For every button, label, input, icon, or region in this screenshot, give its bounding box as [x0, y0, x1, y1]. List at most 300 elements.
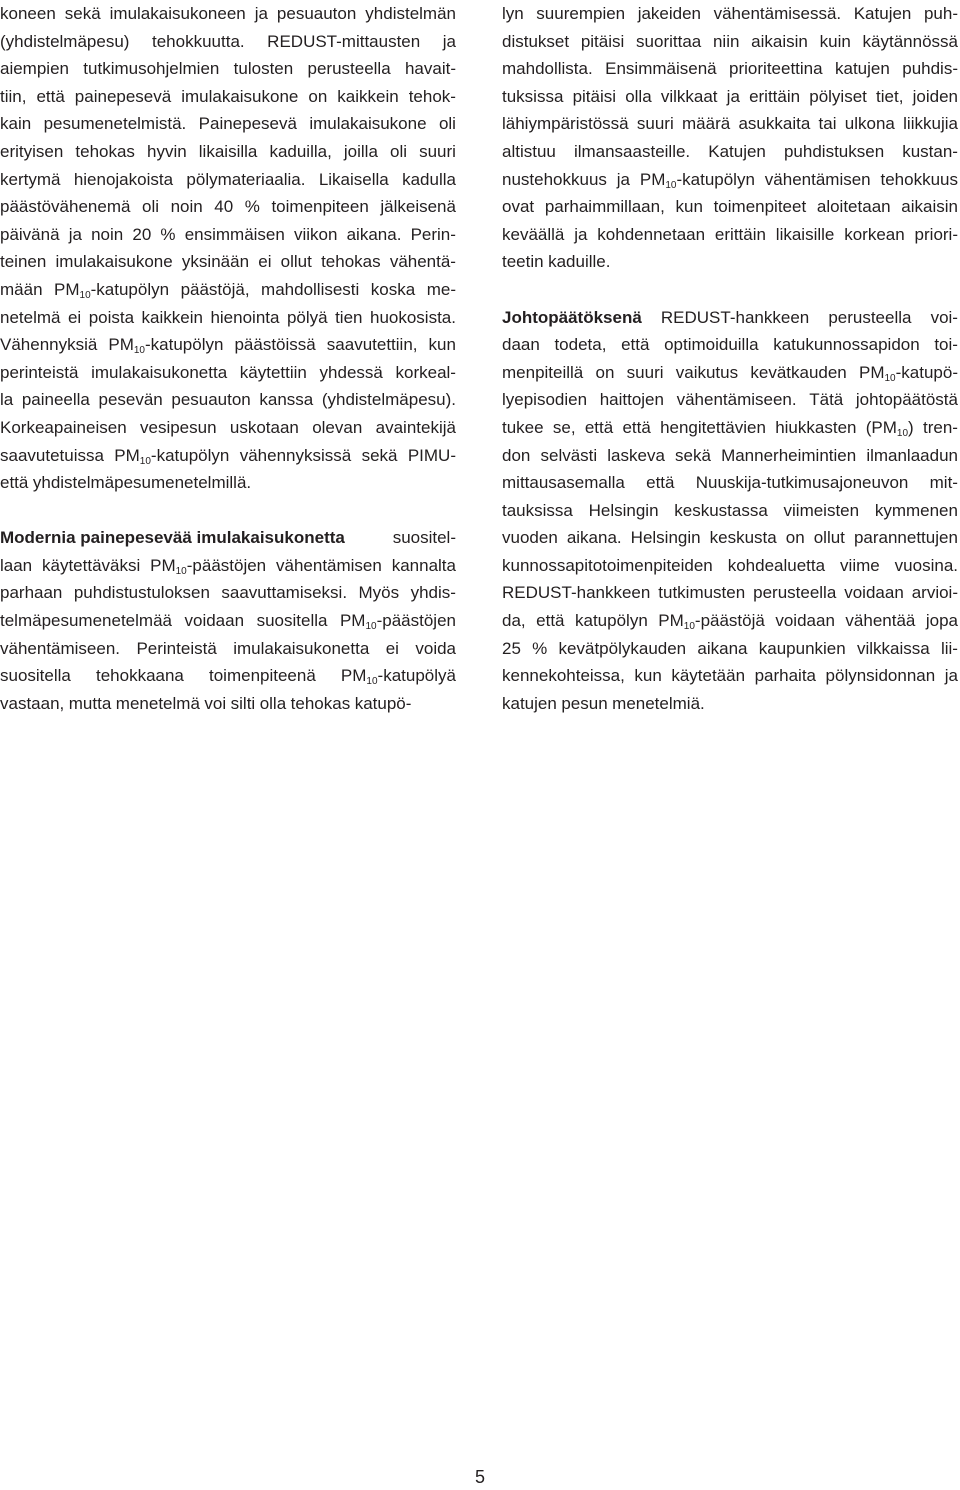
word: toimenpiteenä — [209, 666, 316, 686]
text-line — [0, 166, 456, 194]
word: ensimmäisen — [184, 224, 285, 244]
word: Mannerheimintien — [721, 445, 857, 465]
word: REDUST-hankkeen — [502, 583, 651, 603]
word: vähentämiseen. — [676, 390, 797, 410]
word: ja — [254, 4, 268, 23]
word: tehokkuus — [880, 169, 958, 189]
word: että — [621, 335, 650, 355]
word: Katujen — [853, 4, 912, 23]
text-line — [0, 359, 456, 387]
word: $PM_{10}$-katupölyn — [108, 335, 224, 357]
word: vähentää — [845, 611, 916, 631]
word: jälkeisenä — [380, 197, 456, 217]
word: toimenpiteet — [713, 197, 807, 217]
word: olla — [259, 693, 287, 713]
word: vuosina. — [894, 555, 958, 575]
word: selvästi — [540, 445, 598, 465]
word: Perin- — [410, 224, 456, 244]
word: kennekohteissa, — [502, 666, 625, 686]
text-line — [502, 0, 958, 28]
text-line — [502, 110, 958, 138]
text-line — [502, 138, 958, 166]
word: kaduilla, — [269, 141, 332, 161]
word: don — [502, 445, 531, 465]
word: tren- — [922, 417, 958, 437]
word: tai — [818, 114, 837, 134]
text-line — [502, 442, 958, 470]
word: $PM_{10}-katupö-$ — [859, 362, 958, 384]
word: korkeal- — [395, 362, 456, 382]
text-line — [0, 552, 456, 580]
word: kaikkein — [337, 86, 399, 106]
word: parhaimmillaan, — [544, 197, 665, 217]
word: katujen — [835, 59, 890, 79]
text-line — [0, 0, 456, 28]
word: oli — [438, 114, 456, 134]
word: käytettiin — [239, 362, 307, 382]
text-line — [0, 193, 456, 221]
word: lyn — [502, 4, 524, 23]
word: aikana. — [566, 528, 622, 548]
text-line — [0, 386, 456, 414]
word: mahdollista. — [502, 59, 593, 79]
word: me- — [426, 279, 456, 299]
word: optimoiduilla — [664, 335, 759, 355]
word: katukunnossapidon — [773, 335, 920, 355]
word: mään — [0, 279, 43, 299]
word: asukkaita — [738, 114, 811, 134]
word: puh- — [923, 4, 958, 23]
word: menetelmä — [115, 693, 200, 713]
word: perusteella — [307, 59, 391, 79]
word: suuri — [419, 141, 456, 161]
word: niin — [712, 31, 740, 51]
word: voida — [415, 638, 456, 658]
word: $PM_{10}$-katupölyä — [340, 666, 456, 688]
word: kadulla — [402, 169, 456, 189]
word: kunnossapitotoimenpiteiden — [502, 555, 713, 575]
word: kaupunkien — [758, 638, 846, 658]
word: imulakaisukonetta — [91, 362, 228, 382]
word: paineella — [21, 390, 90, 410]
word: Korkeapaineisen — [0, 417, 127, 437]
text-line — [502, 579, 958, 607]
word: hienointa — [210, 307, 280, 327]
text-line — [0, 331, 456, 359]
word: tien — [335, 307, 363, 327]
word: se, — [552, 417, 576, 437]
text-line — [0, 55, 456, 83]
word: määrä — [682, 114, 731, 134]
word: todeta, — [554, 335, 607, 355]
word: Vähennyksiä — [0, 335, 98, 355]
word: $PM_{10}$-päästöjen — [339, 611, 456, 633]
word: Likaisella — [318, 169, 389, 189]
word: Helsingin — [630, 528, 701, 548]
page-number: 5 — [474, 1467, 485, 1487]
word: katupö- — [354, 693, 412, 713]
word: puhdistuksen — [783, 141, 885, 161]
word: pölymateriaalia. — [186, 169, 306, 189]
word: perusteella — [753, 583, 837, 603]
word: tehokas — [290, 693, 351, 713]
word: 20 — [132, 224, 152, 244]
word: lähiympäristössä — [502, 114, 629, 134]
word: keväällä — [502, 224, 565, 244]
word: sekä — [361, 445, 398, 465]
word: joilla — [343, 141, 378, 161]
word: kanssa — [259, 390, 314, 410]
word: lyepisodien — [502, 390, 588, 410]
word: toimenpiteen — [271, 197, 369, 217]
word: aikaisin — [751, 31, 808, 51]
word: oli — [390, 141, 408, 161]
word: imulakaisukone — [309, 114, 427, 134]
word: että — [584, 417, 614, 437]
word: hiukkasten — [775, 417, 857, 437]
word: ilmansaasteille. — [573, 141, 691, 161]
word: hyvin — [147, 141, 187, 161]
word: Johtopäätöksenä — [502, 307, 642, 327]
word: pölyiset — [809, 86, 867, 106]
word: vuoden — [502, 528, 558, 548]
word: saavutettiin, — [326, 335, 418, 355]
word: % — [160, 224, 176, 244]
word: suurempien — [536, 4, 626, 23]
text-line — [502, 83, 958, 111]
text-line — [502, 635, 958, 663]
word: korkean — [844, 224, 905, 244]
word: vilkkaissa — [856, 638, 930, 658]
word: teetin — [502, 252, 544, 272]
word: vastaan, — [0, 693, 65, 713]
word: Modernia painepesevää imulakaisukonetta — [0, 528, 345, 548]
word: yhdistelmän — [365, 4, 456, 23]
word: on — [308, 86, 328, 106]
text-line — [0, 635, 456, 663]
word: kymmenen — [874, 500, 958, 520]
word: että — [646, 473, 675, 493]
text-line — [0, 110, 456, 138]
word: tauksissa — [502, 500, 573, 520]
word: saavutetuissa — [0, 445, 104, 465]
text-line — [0, 690, 456, 718]
word: kuin — [819, 31, 851, 51]
word: vilkkaat — [660, 86, 718, 106]
word: kaduille. — [548, 252, 611, 272]
word: poista — [88, 307, 135, 327]
word: ja — [574, 224, 588, 244]
word: netelmä — [0, 307, 61, 327]
word: havait- — [404, 59, 456, 79]
word: viimeisten — [783, 500, 860, 520]
word: Perinteistä — [136, 638, 217, 658]
text-line — [0, 414, 456, 442]
word: $(PM_{10})$ — [865, 417, 914, 439]
word: tiet, — [876, 86, 904, 106]
word: ei — [385, 638, 399, 658]
word: liikkujia — [903, 114, 958, 134]
word: voi- — [930, 307, 958, 327]
text-line — [0, 28, 456, 56]
word: la — [0, 390, 14, 410]
word: keskustassa — [674, 500, 768, 520]
word: tuksissa — [502, 86, 564, 106]
word: kohdennetaan — [597, 224, 706, 244]
word: hienojakoista — [73, 169, 174, 189]
word: vähentä- — [389, 252, 456, 272]
word: toi- — [934, 335, 958, 355]
text-line — [0, 221, 456, 249]
word: sekä — [675, 445, 711, 465]
text-line — [502, 166, 958, 194]
word: olevan — [312, 417, 363, 437]
word: käytetään — [671, 666, 746, 686]
word: pesuauton — [276, 4, 357, 23]
word: parhaita — [754, 666, 817, 686]
word: $PM_{10}$-katupölyn — [114, 445, 230, 467]
word: tulosten — [233, 59, 294, 79]
word: (yhdistelmäpesu). — [321, 390, 456, 410]
word: voi — [204, 693, 227, 713]
word: olla — [625, 86, 652, 106]
word: vähentämisessä. — [713, 4, 842, 23]
text-line — [502, 690, 958, 718]
text-line — [502, 221, 958, 249]
word: hengitettävien — [660, 417, 766, 437]
word: että — [36, 86, 65, 106]
text-line — [502, 359, 958, 387]
text-line — [502, 248, 958, 276]
text-line — [502, 524, 958, 552]
word: että — [0, 473, 29, 493]
word: tehokkaana — [95, 666, 184, 686]
word: imulakaisukonetta — [233, 638, 370, 658]
word: erityisen — [0, 141, 64, 161]
word: perinteistä — [0, 362, 79, 382]
word: Katujen — [708, 141, 766, 161]
word: painepesevä — [74, 86, 172, 106]
word: haittojen — [599, 390, 664, 410]
text-line — [0, 276, 456, 304]
word: aikaisin — [901, 197, 958, 217]
word: imulakaisukoneen — [109, 4, 246, 23]
word: puhdistustuloksen — [73, 583, 210, 603]
word: % — [532, 638, 548, 658]
text-line — [502, 552, 958, 580]
text-line — [0, 304, 456, 332]
word: laskeva — [607, 445, 665, 465]
word: joiden — [912, 86, 958, 106]
word: kain — [0, 114, 32, 134]
word: ulkona — [844, 114, 895, 134]
word: päästöissä — [234, 335, 316, 355]
word: noin — [91, 224, 124, 244]
word: huokosista. — [369, 307, 456, 327]
word: kevätkauden — [750, 362, 847, 382]
word: kertymä — [0, 169, 61, 189]
word: voidaan — [775, 611, 835, 631]
text-line — [502, 662, 958, 690]
text-line — [0, 579, 456, 607]
word: parhaan — [0, 583, 63, 603]
word: altistuu — [502, 141, 556, 161]
word: ilmanlaadun — [866, 445, 958, 465]
word: ei — [67, 307, 82, 327]
word: REDUST-hankkeen — [660, 307, 810, 327]
word: $PM_{10}$-katupölyn — [54, 279, 170, 301]
word: pitäisi — [580, 31, 625, 51]
word: ja — [944, 666, 958, 686]
word: katupölyn — [575, 611, 648, 631]
word: (yhdistelmäpesu) — [0, 31, 130, 51]
word: aloitetaan — [816, 197, 891, 217]
word: telmäpesumenetelmää — [0, 611, 172, 631]
word: 25 — [502, 638, 521, 658]
word: on — [785, 528, 805, 548]
word: ollut — [280, 252, 312, 272]
word: pesevän — [98, 390, 163, 410]
word: kun — [634, 666, 662, 686]
word: yhdistelmäpesumenetelmillä. — [32, 473, 252, 493]
word: ovat — [502, 197, 535, 217]
word: ja — [726, 86, 740, 106]
word: vähentämisen — [764, 169, 871, 189]
word: katujen — [502, 693, 557, 713]
word: tiin, — [0, 86, 27, 106]
word: pitäisi — [572, 86, 617, 106]
word: kaikkein — [141, 307, 203, 327]
word: vaikutus — [675, 362, 739, 382]
word: pesumenetelmistä. — [43, 114, 187, 134]
word: voidaan — [184, 611, 245, 631]
text-line — [0, 442, 456, 470]
word: keskusta — [709, 528, 777, 548]
word: kun — [675, 197, 703, 217]
text-line — [0, 469, 456, 497]
word: Nuuskija-tutkimusajoneuvon — [695, 473, 909, 493]
word: mahdollisesti — [261, 279, 360, 299]
word: laan — [0, 555, 33, 575]
word: että — [536, 611, 565, 631]
word: Myös — [358, 583, 400, 603]
word: parannettujen — [853, 528, 958, 548]
word: yhdessä — [319, 362, 383, 382]
word: pesun — [561, 693, 608, 713]
word: imulakaisukone — [181, 86, 299, 106]
text-line — [502, 386, 958, 414]
word: % — [244, 197, 260, 217]
word: avaintekijä — [375, 417, 456, 437]
word: perusteella — [828, 307, 912, 327]
paragraph-gap — [502, 276, 958, 304]
word: oli — [142, 197, 160, 217]
word: lii- — [940, 638, 958, 658]
word: $PM_{10}$-päästöjen — [150, 555, 267, 577]
word: suuri — [636, 114, 674, 134]
word: suuri — [626, 362, 664, 382]
word: mittausasemalla — [502, 473, 625, 493]
word: että — [622, 417, 651, 437]
word: prioriteettina — [729, 59, 823, 79]
text-line — [502, 304, 958, 332]
word: puhdis- — [902, 59, 958, 79]
word: päästövähenemä — [0, 197, 131, 217]
word: erittäin — [749, 86, 801, 106]
word: on — [595, 362, 615, 382]
word: kun — [428, 335, 456, 355]
word: likaisilla — [198, 141, 258, 161]
word: mit- — [929, 473, 958, 493]
word: menpiteillä — [502, 362, 584, 382]
word: voidaan — [844, 583, 904, 603]
text-line — [502, 414, 958, 442]
text-line — [0, 524, 456, 552]
word: ja — [68, 224, 82, 244]
word: tehokkuutta. — [152, 31, 245, 51]
word: priori- — [914, 224, 958, 244]
word: aiempien — [0, 59, 69, 79]
right-text-column — [502, 0, 958, 717]
word: Painepesevä — [198, 114, 297, 134]
word: viikon — [293, 224, 338, 244]
word: koneen — [0, 4, 56, 23]
text-line — [502, 607, 958, 635]
paragraph-gap — [0, 497, 456, 525]
word: arvioi- — [911, 583, 958, 603]
word: kannalta — [391, 555, 456, 575]
word: jopa — [925, 611, 958, 631]
word: nustehokkuus — [502, 169, 607, 189]
text-line — [502, 469, 958, 497]
word: aikana — [697, 638, 748, 658]
text-line — [502, 331, 958, 359]
word: tutkimusten — [658, 583, 746, 603]
word: sekä — [64, 4, 101, 23]
word: ja — [616, 169, 630, 189]
word: noin — [170, 197, 203, 217]
word: yhdis- — [410, 583, 456, 603]
word: ei — [258, 252, 272, 272]
text-line — [502, 28, 958, 56]
word: saavuttamiseksi. — [221, 583, 348, 603]
word: jakeiden — [637, 4, 702, 23]
word: mutta — [68, 693, 112, 713]
word: yksinään — [181, 252, 250, 272]
word: Ensimmäisenä — [605, 59, 717, 79]
word: vähentämisen — [276, 555, 382, 575]
word: imulakaisukone — [55, 252, 173, 272]
word: REDUST-mittausten — [267, 31, 421, 51]
word: suositel- — [392, 528, 456, 548]
text-line — [0, 607, 456, 635]
word: vähentämiseen. — [0, 638, 121, 658]
word: pölyä — [286, 307, 328, 327]
word: päivänä — [0, 224, 60, 244]
word: menetelmiä. — [612, 693, 705, 713]
word: käytännössä — [862, 31, 958, 51]
word: distukset — [502, 31, 570, 51]
word: vesipesun — [139, 417, 217, 437]
word: tehokas — [321, 252, 381, 272]
text-line — [502, 193, 958, 221]
word: johtopäätöstä — [855, 390, 958, 410]
word: suositella — [256, 611, 328, 631]
word: tehokas — [75, 141, 135, 161]
text-line — [0, 662, 456, 690]
word: teinen — [0, 252, 47, 272]
word: viime — [840, 555, 880, 575]
